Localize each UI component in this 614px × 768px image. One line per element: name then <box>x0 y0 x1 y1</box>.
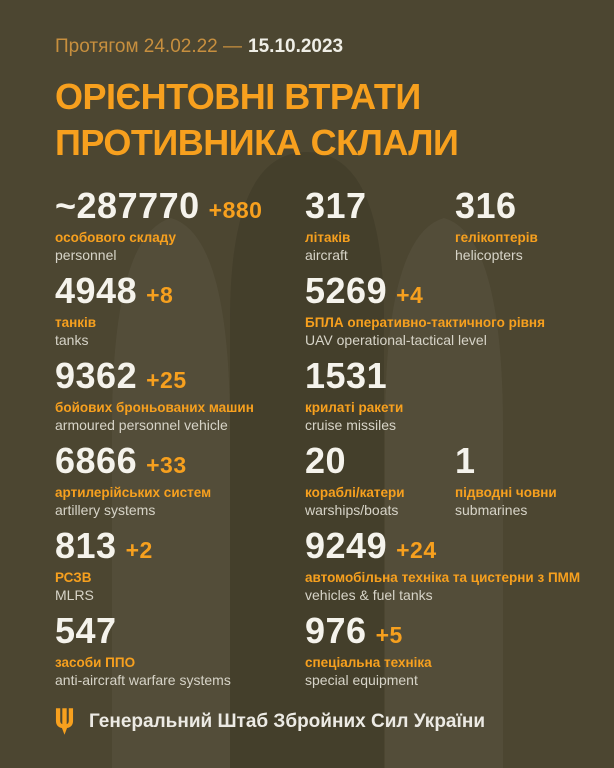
stat-cruise-missiles <box>305 355 614 434</box>
stat-delta: +33 <box>146 452 187 479</box>
stats-row <box>55 355 614 443</box>
stat-label-ua: кораблі/катери <box>305 485 405 501</box>
stat-label-ua: особового складу <box>55 230 176 246</box>
stat-value: 20 <box>305 440 347 482</box>
stats-grid <box>55 185 614 698</box>
stats-row <box>55 525 614 613</box>
stat-value: 316 <box>455 185 517 227</box>
stats-row <box>55 440 614 528</box>
stat-delta: +4 <box>396 282 424 309</box>
title-line-2: ПРОТИВНИКА СКЛАЛИ <box>55 122 459 164</box>
stat-value: 9249 <box>305 525 388 567</box>
stat-value: 813 <box>55 525 117 567</box>
stat-delta: +24 <box>396 537 437 564</box>
stat-artillery <box>55 440 305 519</box>
page-title <box>55 74 614 166</box>
stat-label-en: cruise missiles <box>305 417 397 434</box>
stat-value: 4948 <box>55 270 138 312</box>
stat-value: 976 <box>305 610 367 652</box>
stat-label-ua: спеціальна техніка <box>305 655 432 671</box>
stat-label-en: aircraft <box>305 247 348 264</box>
stat-label-ua: артилерійських систем <box>55 485 212 501</box>
stat-label-en: submarines <box>455 502 528 519</box>
organization-name: Генеральний Штаб Збройних Сил України <box>89 710 485 732</box>
stat-armoured-vehicles <box>55 355 305 434</box>
stat-label-ua: бойових броньованих машин <box>55 400 254 416</box>
stat-delta: +880 <box>208 197 263 224</box>
stat-value: ~287770 <box>55 185 200 227</box>
title-line-1: ОРІЄНТОВНІ ВТРАТИ <box>55 76 421 117</box>
stat-uav <box>305 270 614 349</box>
period-prefix: Протягом 24.02.22 — <box>55 36 243 57</box>
stat-delta: +2 <box>125 537 153 564</box>
stat-label-en: vehicles & fuel tanks <box>305 587 433 604</box>
stats-row <box>55 610 614 698</box>
stat-label-ua: літаків <box>305 230 351 246</box>
stat-label-en: tanks <box>55 332 89 349</box>
stat-delta: +25 <box>146 367 187 394</box>
stat-label-en: helicopters <box>455 247 523 264</box>
stat-label-en: MLRS <box>55 587 94 604</box>
stat-delta: +5 <box>375 622 403 649</box>
stat-label-en: warships/boats <box>305 502 399 519</box>
tryzub-trident-icon <box>55 708 74 735</box>
stat-label-ua: РСЗВ <box>55 570 92 586</box>
stats-row <box>55 185 614 273</box>
stat-value: 317 <box>305 185 367 227</box>
stat-value: 1 <box>455 440 476 482</box>
stat-special-equipment <box>305 610 614 689</box>
stat-delta: +8 <box>146 282 174 309</box>
stat-label-ua: автомобільна техніка та цистерни з ПММ <box>305 570 581 586</box>
stat-aircraft <box>305 185 455 264</box>
stat-label-en: anti-aircraft warfare systems <box>55 672 231 689</box>
stat-label-ua: підводні човни <box>455 485 557 501</box>
stat-value: 547 <box>55 610 117 652</box>
stat-helicopters <box>455 185 614 264</box>
stat-label-en: armoured personnel vehicle <box>55 417 228 434</box>
stat-value: 9362 <box>55 355 138 397</box>
stat-label-ua: БПЛА оперативно-тактичного рівня <box>305 315 545 331</box>
stat-value: 5269 <box>305 270 388 312</box>
stat-label-ua: крилаті ракети <box>305 400 404 416</box>
stat-submarines <box>455 440 614 519</box>
stat-value: 1531 <box>305 355 388 397</box>
stat-label-en: artillery systems <box>55 502 156 519</box>
stat-label-en: UAV operational-tactical level <box>305 332 487 349</box>
stat-personnel <box>55 185 305 264</box>
stat-mlrs <box>55 525 305 604</box>
stat-label-en: personnel <box>55 247 117 264</box>
period-date: 15.10.2023 <box>248 36 344 57</box>
stat-label-ua: засоби ППО <box>55 655 136 671</box>
footer <box>55 708 614 735</box>
stat-value: 6866 <box>55 440 138 482</box>
stat-vehicles-fuel-tanks <box>305 525 614 604</box>
stat-warships <box>305 440 455 519</box>
stat-label-en: special equipment <box>305 672 418 689</box>
stat-label-ua: гелікоптерів <box>455 230 538 246</box>
report-period <box>55 36 614 58</box>
stats-row <box>55 270 614 358</box>
stat-anti-aircraft <box>55 610 305 689</box>
stat-tanks <box>55 270 305 349</box>
stat-label-ua: танків <box>55 315 97 331</box>
